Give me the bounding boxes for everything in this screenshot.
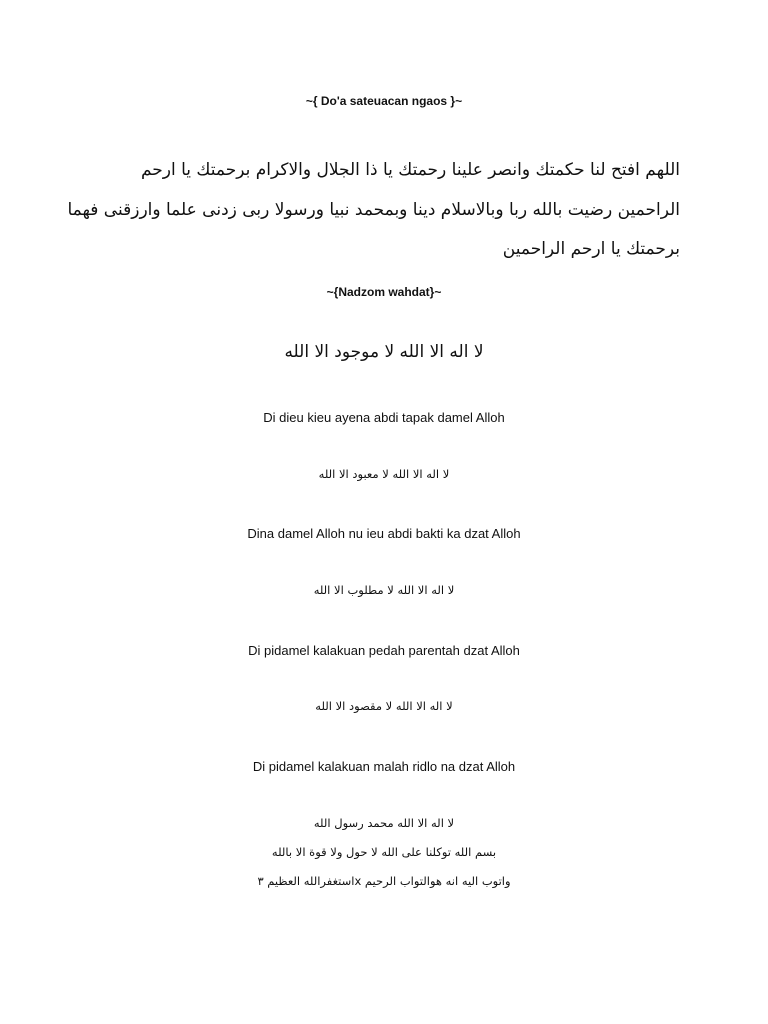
stanza-4-latin: Di pidamel kalakuan malah ridlo na dzat Alloh (252, 759, 516, 774)
closing-line-2: واتوب اليه انه هوالتواب الرحيم xاستغفرالله العظيم ٣ (257, 874, 511, 888)
doa-heading: ~{ Do'a sateuacan ngaos }~ (305, 94, 463, 108)
stanza-3-latin: Di pidamel kalakuan pedah parentah dzat Alloh (248, 643, 520, 658)
doa-line-3: برحمتك يا ارحم الراحمين (502, 239, 680, 259)
doa-line-1: اللهم افتح لنا حكمتك وانصر علينا رحمتك يا ذا الجلال والاكرام برحمتك يا ارحم (140, 160, 680, 180)
doa-line-2: الراحمين رضيت بالله ربا وبالاسلام دينا وبمحمد نبيا ورسولا ربى زدنى علما وارزقنى فهما (67, 200, 680, 220)
stanza-2-arabic: لا اله الا الله لا مطلوب الا الله (313, 583, 455, 597)
nadzom-title-arabic: لا اله الا الله لا موجود الا الله (284, 342, 484, 362)
stanza-1-arabic: لا اله الا الله لا معبود الا الله (318, 467, 450, 481)
stanza-4-arabic: لا اله الا الله محمد رسول الله (313, 816, 455, 830)
closing-line-1: بسم الله توكلنا على الله لا حول ولا قوة الا بالله (271, 845, 497, 859)
stanza-2-latin: Dina damel Alloh nu ieu abdi bakti ka dzat Alloh (247, 526, 521, 541)
stanza-3-arabic: لا اله الا الله لا مقصود الا الله (315, 699, 453, 713)
nadzom-heading: ~{Nadzom wahdat}~ (326, 285, 442, 299)
stanza-1-latin: Di dieu kieu ayena abdi tapak damel Alloh (263, 410, 505, 425)
